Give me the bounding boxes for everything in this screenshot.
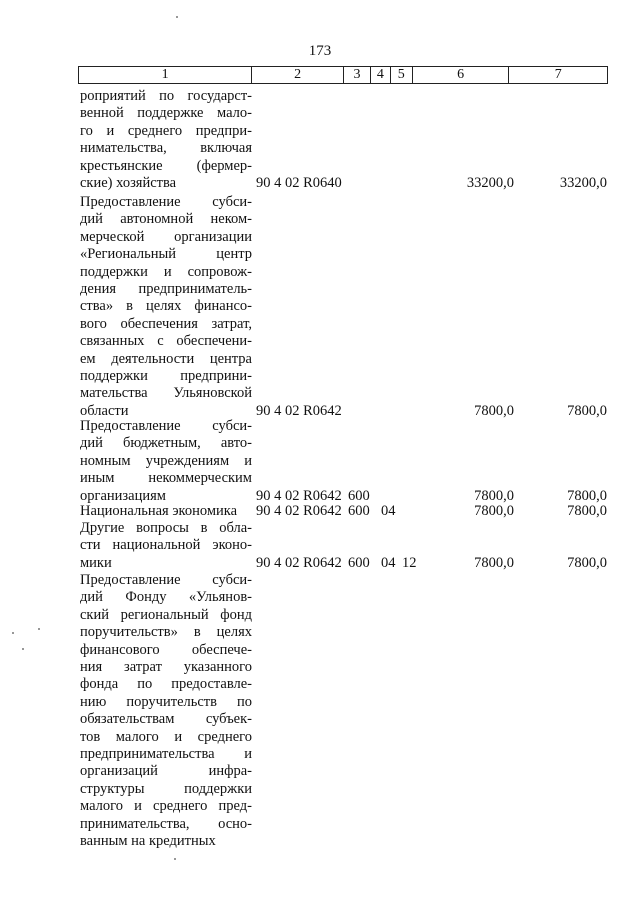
description-line: иным некоммерческим bbox=[80, 470, 252, 487]
description-line: поддержки и сопровож- bbox=[80, 263, 252, 280]
row-description bbox=[80, 572, 252, 851]
header-col-5: 5 bbox=[391, 67, 413, 83]
description-line: финансового обеспече- bbox=[80, 641, 252, 658]
description-line: мерческой организации bbox=[80, 228, 252, 245]
row-pr: 12 bbox=[402, 555, 417, 571]
description-line: нимательства, включая bbox=[80, 140, 252, 157]
row-sum-2019: 7800,0 bbox=[474, 488, 514, 504]
description-line: области bbox=[80, 402, 129, 419]
page-number: 173 bbox=[308, 43, 332, 59]
description-line: обязательствам субъек- bbox=[80, 711, 252, 728]
row-sum-2019: 7800,0 bbox=[474, 503, 514, 519]
row-sum-2019: 7800,0 bbox=[474, 403, 514, 419]
row-description bbox=[80, 194, 252, 420]
row-sum-2019: 33200,0 bbox=[466, 175, 514, 191]
description-line: принимательства, осно- bbox=[80, 815, 252, 832]
description-line: ем деятельности центра bbox=[80, 350, 252, 367]
scan-speck bbox=[174, 858, 176, 860]
description-line: связанных с обеспечени- bbox=[80, 333, 252, 350]
row-code: 90 4 02 R0640 bbox=[256, 175, 342, 191]
row-vr: 600 bbox=[348, 488, 370, 504]
row-sum-2020: 7800,0 bbox=[567, 503, 607, 519]
row-description bbox=[80, 88, 252, 192]
scan-speck bbox=[38, 628, 40, 630]
row-sum-2019: 7800,0 bbox=[474, 555, 514, 571]
description-line: Предоставление субси- bbox=[80, 418, 252, 434]
description-line: структуры поддержки bbox=[80, 780, 252, 797]
scan-speck bbox=[176, 16, 178, 18]
description-line: го и среднего предпри- bbox=[80, 122, 252, 139]
row-code: 90 4 02 R0642 bbox=[256, 503, 342, 519]
description-line: поручительств» в целях bbox=[80, 624, 252, 641]
row-code: 90 4 02 R0642 bbox=[256, 488, 342, 504]
row-code: 90 4 02 R0642 bbox=[256, 403, 342, 419]
row-sum-2020: 33200,0 bbox=[559, 175, 607, 191]
description-line: вого обеспечения затрат, bbox=[80, 315, 252, 332]
header-col-3: 3 bbox=[344, 67, 371, 83]
description-line: ства» в целях финансо- bbox=[80, 298, 252, 315]
description-line: ские) хозяйства bbox=[80, 175, 177, 192]
description-line: тов малого и среднего bbox=[80, 728, 252, 745]
description-line: ванным на кредитных bbox=[80, 833, 216, 850]
header-col-2: 2 bbox=[252, 67, 344, 83]
header-col-7: 7 bbox=[554, 67, 562, 82]
description-line: дий автономной неком- bbox=[80, 211, 252, 228]
description-line: поддержки предприни- bbox=[80, 368, 252, 385]
description-line: Национальная экономика bbox=[80, 503, 238, 519]
description-line: дий бюджетным, авто- bbox=[80, 435, 252, 452]
description-line: фонда по предоставле- bbox=[80, 676, 252, 693]
row-vr: 600 bbox=[348, 555, 370, 571]
description-line: мики bbox=[80, 554, 112, 571]
description-line: крестьянские (фермер- bbox=[80, 157, 252, 174]
description-line: малого и среднего пред- bbox=[80, 798, 252, 815]
description-line: Предоставление субси- bbox=[80, 572, 252, 588]
scan-speck bbox=[22, 648, 24, 650]
description-line: дий Фонду «Ульянов- bbox=[80, 589, 252, 606]
row-rz: 04 bbox=[381, 555, 396, 571]
row-vr: 600 bbox=[348, 503, 370, 519]
description-line: номным учреждениям и bbox=[80, 452, 252, 469]
description-line: Предоставление субси- bbox=[80, 194, 252, 210]
description-line: мательства Ульяновской bbox=[80, 385, 252, 402]
table-header bbox=[78, 66, 608, 84]
row-description bbox=[80, 520, 252, 572]
row-code: 90 4 02 R0642 bbox=[256, 555, 342, 571]
description-line: ский региональный фонд bbox=[80, 606, 252, 623]
row-sum-2020: 7800,0 bbox=[567, 555, 607, 571]
scan-speck bbox=[12, 632, 14, 634]
description-line: нию поручительств по bbox=[80, 693, 252, 710]
header-col-6: 6 bbox=[413, 67, 510, 83]
description-line: организациям bbox=[80, 487, 166, 504]
description-line: предпринимательства и bbox=[80, 746, 252, 763]
description-line: сти национальной эконо- bbox=[80, 537, 252, 554]
description-line: дения предприниматель- bbox=[80, 281, 252, 298]
row-sum-2020: 7800,0 bbox=[567, 488, 607, 504]
description-line: «Региональный центр bbox=[80, 246, 252, 263]
row-sum-2020: 7800,0 bbox=[567, 403, 607, 419]
row-description bbox=[80, 418, 252, 505]
row-rz: 04 bbox=[381, 503, 396, 519]
header-col-4: 4 bbox=[371, 67, 391, 83]
description-line: роприятий по государст- bbox=[80, 88, 252, 104]
description-line: Другие вопросы в обла- bbox=[80, 520, 252, 536]
description-line: организаций инфра- bbox=[80, 763, 252, 780]
description-line: венной поддержке мало- bbox=[80, 105, 252, 122]
header-col-1: 1 bbox=[79, 67, 252, 83]
description-line: ния затрат указанного bbox=[80, 659, 252, 676]
row-description bbox=[80, 503, 252, 520]
